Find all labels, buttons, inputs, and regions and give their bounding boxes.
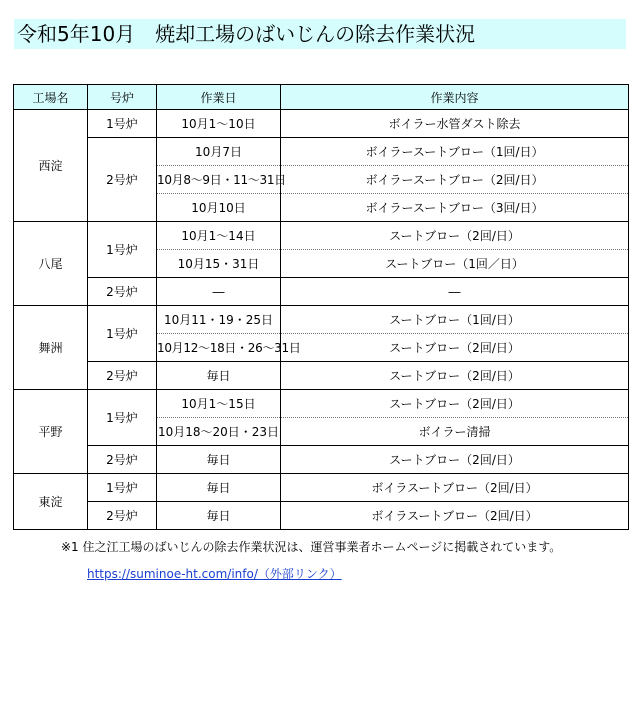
furnace-cell: 2号炉 [88,502,157,530]
table-row [14,502,629,530]
date-cell: 毎日 [157,446,281,474]
task-cell: ボイラスートブロー（2回/日） [281,502,629,530]
header-date: 作業日 [157,85,281,110]
task-cell: ボイラー清掃 [281,418,629,446]
date-cell: 10月10日 [157,194,281,222]
table-row [14,446,629,474]
date-cell: 10月1～10日 [157,110,281,138]
header-task: 作業内容 [281,85,629,110]
title-bar [14,19,626,49]
table-row [14,474,629,502]
furnace-cell: 2号炉 [88,138,157,222]
task-cell: スートブロー（2回/日） [281,334,629,362]
footnote: ※1 住之江工場のばいじんの除去作業状況は、運営事業者ホームページに掲載されています。 [61,540,562,554]
external-link[interactable]: https://suminoe-ht.com/info/（外部リンク） [87,567,342,581]
table-row [14,138,629,166]
page-title: 令和5年10月 焼却工場のばいじんの除去作業状況 [17,22,476,46]
table-row [14,278,629,306]
task-cell: スートブロー（1回/日） [281,306,629,334]
furnace-cell: 2号炉 [88,362,157,390]
plant-cell: 平野 [14,390,88,474]
date-cell: 10月1～15日 [157,390,281,418]
plant-cell: 八尾 [14,222,88,306]
date-cell: 10月8～9日・11～31日 [157,166,281,194]
table-row [14,390,629,418]
table-row [14,306,629,334]
table-header-row [14,85,629,110]
table-row [14,110,629,138]
furnace-cell: 1号炉 [88,110,157,138]
header-furnace: 号炉 [88,85,157,110]
date-cell: 10月1～14日 [157,222,281,250]
furnace-cell: 2号炉 [88,278,157,306]
furnace-cell: 1号炉 [88,390,157,446]
date-cell: 10月7日 [157,138,281,166]
plant-cell: 西淀 [14,110,88,222]
task-cell: ボイラースートブロー（1回/日） [281,138,629,166]
task-cell: ボイラースートブロー（3回/日） [281,194,629,222]
header-plant: 工場名 [14,85,88,110]
task-cell: ボイラスートブロー（2回/日） [281,474,629,502]
plant-cell: 舞洲 [14,306,88,390]
task-cell: ボイラー水管ダスト除去 [281,110,629,138]
furnace-cell: 2号炉 [88,446,157,474]
task-cell: ボイラースートブロー（2回/日） [281,166,629,194]
table-row [14,222,629,250]
date-cell: 10月15・31日 [157,250,281,278]
date-cell: 毎日 [157,362,281,390]
task-cell: ― [281,278,629,306]
date-cell: 10月18～20日・23日 [157,418,281,446]
task-cell: スートブロー（2回/日） [281,222,629,250]
date-cell: 毎日 [157,474,281,502]
date-cell: ― [157,278,281,306]
date-cell: 10月11・19・25日 [157,306,281,334]
task-cell: スートブロー（2回/日） [281,390,629,418]
furnace-cell: 1号炉 [88,222,157,278]
furnace-cell: 1号炉 [88,306,157,362]
task-cell: スートブロー（2回/日） [281,446,629,474]
task-cell: スートブロー（2回/日） [281,362,629,390]
work-status-table [13,84,629,530]
plant-cell: 東淀 [14,474,88,530]
date-cell: 10月12～18日・26～31日 [157,334,281,362]
task-cell: スートブロー（1回／日） [281,250,629,278]
furnace-cell: 1号炉 [88,474,157,502]
date-cell: 毎日 [157,502,281,530]
table-row [14,362,629,390]
